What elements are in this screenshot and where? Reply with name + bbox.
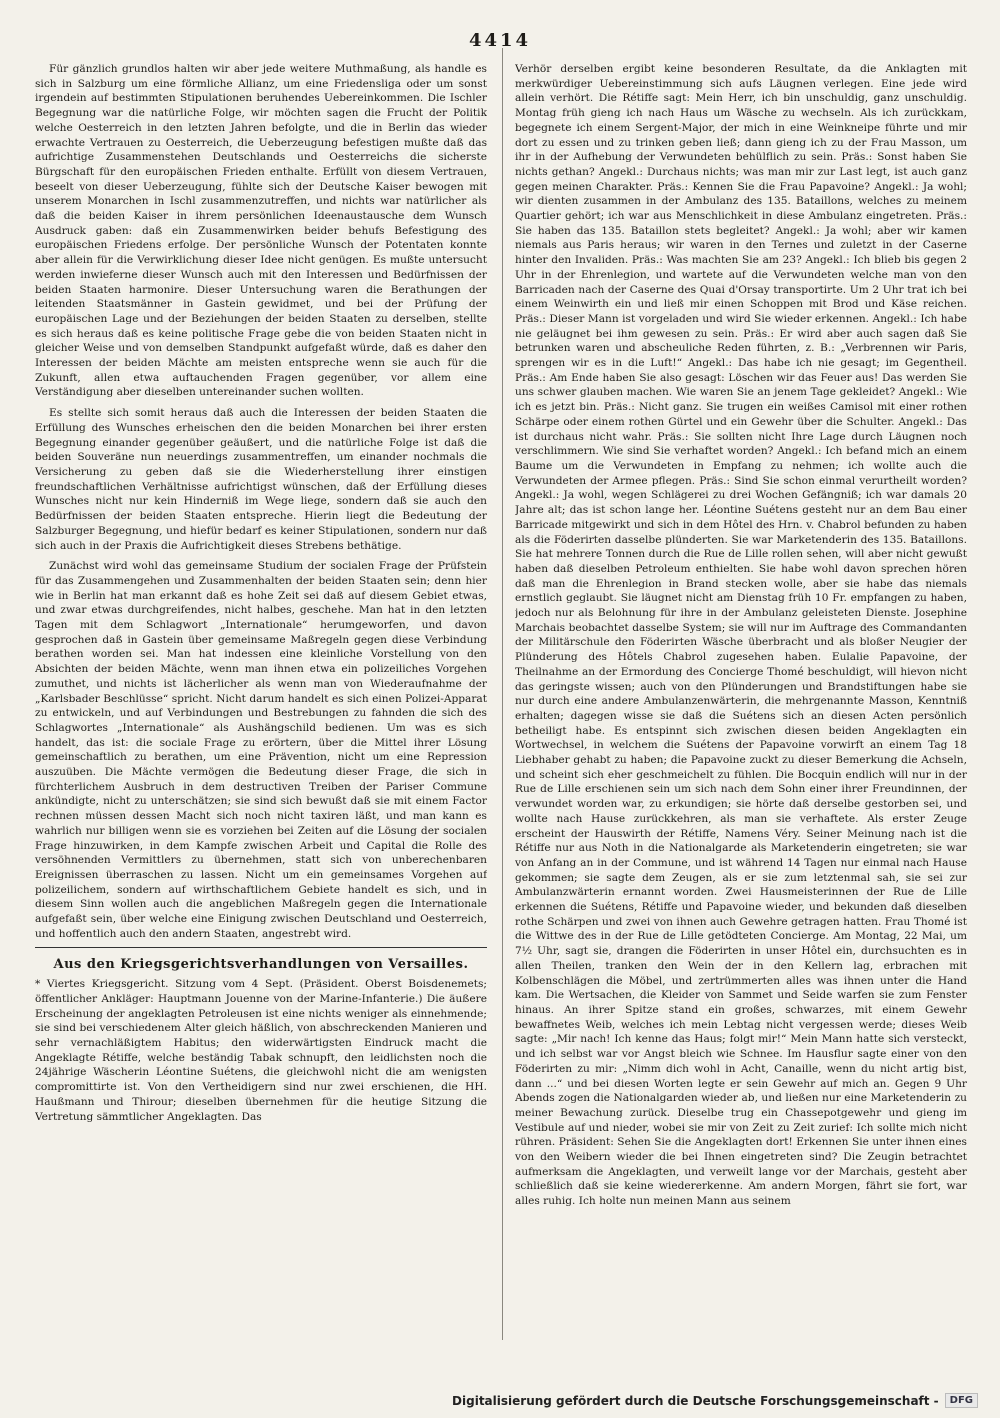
column-divider [502, 48, 503, 1340]
page-number: 4414 [468, 30, 532, 51]
left-paragraph-2: Es stellte sich somit heraus daß auch die Interessen der beiden Staaten die Erfüllung des Wunsches erheischen den die beiden Monarchen bei ihrer ersten Begegnung einander gegenüber geäußert, und die natürliche Folge ist daß die beiden Souveräne nun neuerdings zusammentreffen, um einander nochmals die Versicherung zu geben daß sie die Wiederherstellung ihrer einstigen freundschaftlichen Verhältnisse aufrichtigst wünschen, daß der Erfüllung dieses Wunsches nicht nur kein Hinderniß im Wege liege, sondern daß sie auch den Bedürfnissen der beiden Staaten entspreche. Hierin liegt die Bedeutung der Salzburger Begegnung, und hiefür bedarf es keiner Stipulationen, sondern nur daß sich auch in der Praxis die Aufrichtigkeit dieses Strebens bethätige. [35, 407, 487, 552]
trial-paragraph-1: * Viertes Kriegsgericht. Sitzung vom 4 Sept. (Präsident. Oberst Boisdenemets; öffentlicher Ankläger: Hauptmann Jouenne von der Marine-Infanterie.) Die äußere Erscheinung der angeklagten Petroleusen ist eine nichts weniger als einnehmende; sie sind bei verschiedenem Alter gleich häßlich, von abschreckenden Manieren und sehr vernachläßigtem Habitus; den widerwärtigsten Eindruck macht die Angeklagte Rétiffe, welche beständig Tabak schnupft, den leidlichsten noch die 24jährige Wäscherin Léontine Suétens, die gleichwohl nicht die am wenigsten compromittirte ist. Von den Vertheidigern sind nur zwei erschienen, die HH. Haußmann und Thirour; dieselben übernehmen für die heutige Sitzung die Vertretung sämmtlicher Angeklagten. Das [35, 978, 487, 1123]
dfg-logo: DFG [945, 1393, 978, 1408]
left-paragraph-1: Für gänzlich grundlos halten wir aber jede weitere Muthmaßung, als handle es sich in Salzburg um eine förmliche Allianz, um eine Friedensliga oder um sonst irgendein auf bestimmten Stipulationen beruhendes Uebereinkommen. Die Ischler Begegnung war die natürliche Folge, wir möchten sagen die Frucht der Politik welche Oesterreich in den letzten Jahren befolgte, und die in Berlin das wieder erwachte Vertrauen zu Oesterreich, die Ueberzeugung befestigen mußte daß das aufrichtige Zusammenstehen Deutschlands und Oesterreichs die sicherste Bürgschaft für den europäischen Frieden enthalte. Erfüllt von diesem Vertrauen, beseelt von dieser Ueberzeugung, fühlte sich der Deutsche Kaiser bewogen mit unserem Monarchen in Ischl zusammenzutreffen, und nichts war natürlicher als daß die beiden Kaiser in ihrem persönlichen Ideenaustausche dem Wunsch Ausdruck gaben: daß ein Zusammenwirken beider behufs Befestigung des europäischen Friedens erfolge. Der persönliche Wunsch der Potentaten konnte aber allein für die Verwirklichung dieser Idee nicht genügen. Es mußte untersucht werden inwieferne dieser Wunsch auch mit den Interessen und Bedürfnissen der beiden Staaten harmonire. Dieser Untersuchung waren die Berathungen der leitenden Staatsmänner in Gastein gewidmet, und bei der Prüfung der europäischen Lage und der Beziehungen der beiden Staaten zu derselben, stellte es sich heraus daß es keine politische Frage gebe die von beiden Staaten nicht in gleicher Weise und von demselben Standpunkt aufgefaßt würde, daß es daher den Interessen der beiden Mächte am meisten entspreche wenn sie auch für die Zukunft, allen etwa auftauchenden Fragen gegenüber, vor allem eine Verständigung aber dieselben untereinander suchen wollten. [35, 63, 487, 399]
digitization-footer [452, 1393, 978, 1408]
right-paragraph-1: Verhör derselben ergibt keine besonderen Resultate, da die Anklagten mit merkwürdiger Uebereinstimmung sich aufs Läugnen verlegen. Eine jede wird allein verhört. Die Rétiffe sagt: Mein Herr, ich bin unschuldig, ganz unschuldig. Montag früh gieng ich nach Haus um Wäsche zu wechseln. Als ich zurückkam, begegnete ich einem Sergent-Major, der mich in eine Weinkneipe führte und mir dort zu essen und zu trinken geben ließ; dann gieng ich zu der Frau Masson, um ihr in der Aufhebung der Verwundeten behülflich zu sein. Präs.: Sonst haben Sie nichts gethan? Angekl.: Durchaus nichts; was man mir zur Last legt, ist auch ganz gegen meinen Charakter. Präs.: Kennen Sie die Frau Papavoine? Angekl.: Ja wohl; wir dienten zusammen in der Ambulanz des 135. Bataillons, welches zu meinem Quartier gehört; ich war aus Menschlichkeit in diese Ambulanz eingetreten. Präs.: Sie haben das 135. Bataillon stets begleitet? Angekl.: Ja wohl; aber wir kamen niemals aus Paris heraus; wir waren in den Ternes und zuletzt in der Caserne hinter den Invaliden. Präs.: Was machten Sie am 23? Angekl.: Ich blieb bis gegen 2 Uhr in der Ehrenlegion, und wartete auf die Verwundeten welche man von den Barricaden nach der Caserne des Quai d'Orsay transportirte. Um 2 Uhr trat ich bei einem Weinwirth ein und ließ mir einen Schoppen mit Brod und Käse reichen. Präs.: Dieser Mann ist vorgeladen und wird Sie wieder erkennen. Angekl.: Ich habe nie geläugnet bei ihm gewesen zu sein. Präs.: Er wird aber auch sagen daß Sie betrunken waren und abscheuliche Reden führten, z. B.: „Verbrennen wir Paris, sprengen wir es in die Luft!“ Angekl.: Das habe ich nie gesagt; im Gegentheil. Präs.: Am Ende haben Sie also gesagt: Löschen wir das Feuer aus! Das werden Sie uns schwer glauben machen. Wie waren Sie an jenem Tage gekleidet? Angekl.: Wie ich es jetzt bin. Präs.: Nicht ganz. Sie trugen ein weißes Camisol mit einer rothen Schärpe oder einem rothen Gürtel und ein Gewehr über die Schulter. Angekl.: Das ist durchaus nicht wahr. Präs.: Sie sollten nicht Ihre Lage durch Läugnen noch verschlimmern. Wie sind Sie verhaftet worden? Angekl.: Ich befand mich an einem Baume um die Verwundeten in Empfang zu nehmen; ich wollte auch die Verwundeten der Armee pflegen. Präs.: Sind Sie schon einmal verurtheilt worden? Angekl.: Ja wohl, wegen Schlägerei zu drei Wochen Gefängniß; ich war damals 20 Jahre alt; das ist schon lange her. Léontine Suétens gesteht nur an dem Bau einer Barricade mitgewirkt und sich in dem Hôtel des Hrn. v. Chabrol befunden zu haben als die Föderirten dasselbe plünderten. Sie war Marketenderin des 135. Bataillons. Sie hat mehrere Tonnen durch die Rue de Lille rollen sehen, will aber nicht gewußt haben daß dieselben Petroleum enthielten. Sie habe wohl davon sprechen hören daß man die Ehrenlegion in Brand stecken wolle, aber sie habe das niemals ernstlich geglaubt. Sie läugnet nicht am Dienstag früh 10 Fr. empfangen zu haben, jedoch nur als Belohnung für ihre in der Ambulanz geleisteten Dienste. Josephine Marchais beobachtet dasselbe System; sie will nur im Auftrage des Commandanten der Militärschule den Föderirten Wäsche überbracht und als bloßer Neugier der Plünderung des Hôtels Chabrol zugesehen haben. Eulalie Papavoine, der Theilnahme an der Ermordung des Concierge Thomé beschuldigt, will hievon nicht das geringste wissen; auch von den Plünderungen und Brandstiftungen habe sie nur durch eine andere Ambulanzenwärterin, die mehrgenannte Masson, Kenntniß erhalten; dagegen wisse sie daß die Suétens sich an diesen Acten persönlich betheiligt habe. Es entspinnt sich zwischen diesen beiden Angeklagten ein Wortwechsel, in welchem die Suétens der Papavoine vorwirft an einem Tag 18 Liebhaber gehabt zu haben; die Papavoine zuckt zu dieser Bemerkung die Achseln, und scheint sich eher geschmeichelt zu fühlen. Die Bocquin endlich will nur in der Rue de Lille erschienen sein um sich nach dem Sohn einer ihrer Freundinnen, der verwundet worden war, zu erkundigen; sie hörte daß derselbe gestorben sei, und wollte nach Hause zurückkehren, als man sie verhaftete. Als erster Zeuge erscheint der Hauswirth der Rétiffe, Namens Véry. Seiner Meinung nach ist die Rétiffe nur aus Noth in die Nationalgarde als Marketenderin eingetreten; sie war von Anfang an in der Commune, und ist während 14 Tagen nur einmal nach Hause gekommen; sie sagte dem Zeugen, als er sie zum letztenmal sah, sie sei zur Ambulanzwärterin ernannt worden. Zwei Hausmeisterinnen der Rue de Lille erkennen die Suétens, Rétiffe und Papavoine wieder, und bekunden daß dieselben rothe Schärpen und zwei von ihnen auch Gewehre getragen hatten. Frau Thomé ist die Wittwe des in der Rue de Lille getödteten Concierge. Am Montag, 22 Mai, um 7½ Uhr, sagt sie, drangen die Föderirten in unser Hôtel ein, durchsuchten es in allen Theilen, tranken den Wein der in den Kellern lag, erbrachen mit Kolbenschlägen die Möbel, und zertrümmerten alles was ihnen unter die Hand kam. Die Wertsachen, die Kleider von Sammet und Seide warfen sie zum Fenster hinaus. An ihrer Spitze stand ein großes, schwarzes, mit einem Gewehr bewaffnetes Weib, welches ich mein Lebtag nicht vergessen werde; dieses Weib sagte: „Mir nach! Ich kenne das Haus; folgt mir!“ Mein Mann hatte sich versteckt, und ich selbst war vor Angst bleich wie Schnee. Im Hausflur sagte einer von den Föderirten zu mir: „Nimm dich wohl in Acht, Canaille, wenn du nicht artig bist, dann ...“ und bei diesen Worten legte er sein Gewehr auf mich an. Gegen 9 Uhr Abends zogen die Nationalgarden wieder ab, und ließen nur eine Marketenderin zu meiner Bewachung zurück. Dieselbe trug ein Chassepotgewehr und gieng im Vestibule auf und nieder, wobei sie mir von Zeit zu Zeit zurief: Ich sollte mich nicht rühren. Präsident: Sehen Sie die Angeklagten dort! Erkennen Sie unter ihnen eines von den Weibern wieder die bei Ihnen eingetreten sind? Die Zeugin betrachtet aufmerksam die Angeklagten, und verweilt lange vor der Marchais, gesteht aber schließlich daß sie keine wiedererkenne. Am andern Morgen, fährt sie fort, war alles ruhig. Ich holte nun meinen Mann aus seinem [515, 63, 967, 1208]
section-title: Aus den Kriegsgerichtsverhandlungen von Versailles. [53, 957, 469, 973]
footer-text: Digitalisierung gefördert durch die Deutsche Forschungsgemeinschaft - [452, 1393, 939, 1408]
section-rule [35, 947, 487, 948]
right-column [515, 62, 967, 1348]
left-paragraph-3: Zunächst wird wohl das gemeinsame Studium der socialen Frage der Prüfstein für das Zusammengehen und Zusammenhalten der beiden Staaten sein; denn hier wie in Berlin hat man erkannt daß es hohe Zeit sei daß auf diesem Gebiet etwas, und zwar etwas durchgreifendes, nicht halbes, geschehe. Man hat in den letzten Tagen mit dem Schlagwort „Internationale“ herumgeworfen, und davon gesprochen daß in Gastein über gemeinsame Maßregeln gegen diese Verbindung berathen worden sei. Man hat indessen eine kleinliche Vorstellung von den Absichten der beiden Mächte, wenn man ihnen etwa ein polizeiliches Vorgehen zumuthet, und nichts ist lächerlicher als wenn man von Wiederaufnahme der „Karlsbader Beschlüsse“ spricht. Nicht darum handelt es sich einen Polizei-Apparat zu entwickeln, und auf Verbindungen und Bestrebungen zu fahnden die sich des Schlagwortes „Internationale“ als Aushängschild bedienen. Um was es sich handelt, das ist: die sociale Frage zu erörtern, über die Mittel ihrer Lösung gemeinschaftlich zu berathen, um eine Prävention, nicht um eine Repression auszuüben. Die Mächte vermögen die Bedeutung dieser Frage, die sich in fürchterlichem Ausbruch in dem destructiven Treiben der Pariser Commune ankündigte, nicht zu unterschätzen; sie sind sich bewußt daß sie mit einem Factor rechnen müssen dessen Macht sich noch nicht taxiren läßt, und man kann es wahrlich nur billigen wenn sie es vorziehen bei Zeiten auf die Lösung der socialen Frage hinzuwirken, in dem Kampfe zwischen Arbeit und Capital die Rolle des versöhnenden Vermittlers zu übernehmen, statt sich von unberechenbaren Ereignissen überraschen zu lassen. Nicht um ein gemeinsames Vorgehen auf polizeilichem, sondern auf wirthschaftlichem Gebiete handelt es sich, und in diesem Sinn wollen auch die angeblichen Maßregeln gegen die Internationale aufgefaßt sein, über welche eine Einigung zwischen Deutschland und Oesterreich, und hoffentlich auch den andern Staaten, angestrebt wird. [35, 560, 487, 940]
left-column [35, 62, 487, 1348]
